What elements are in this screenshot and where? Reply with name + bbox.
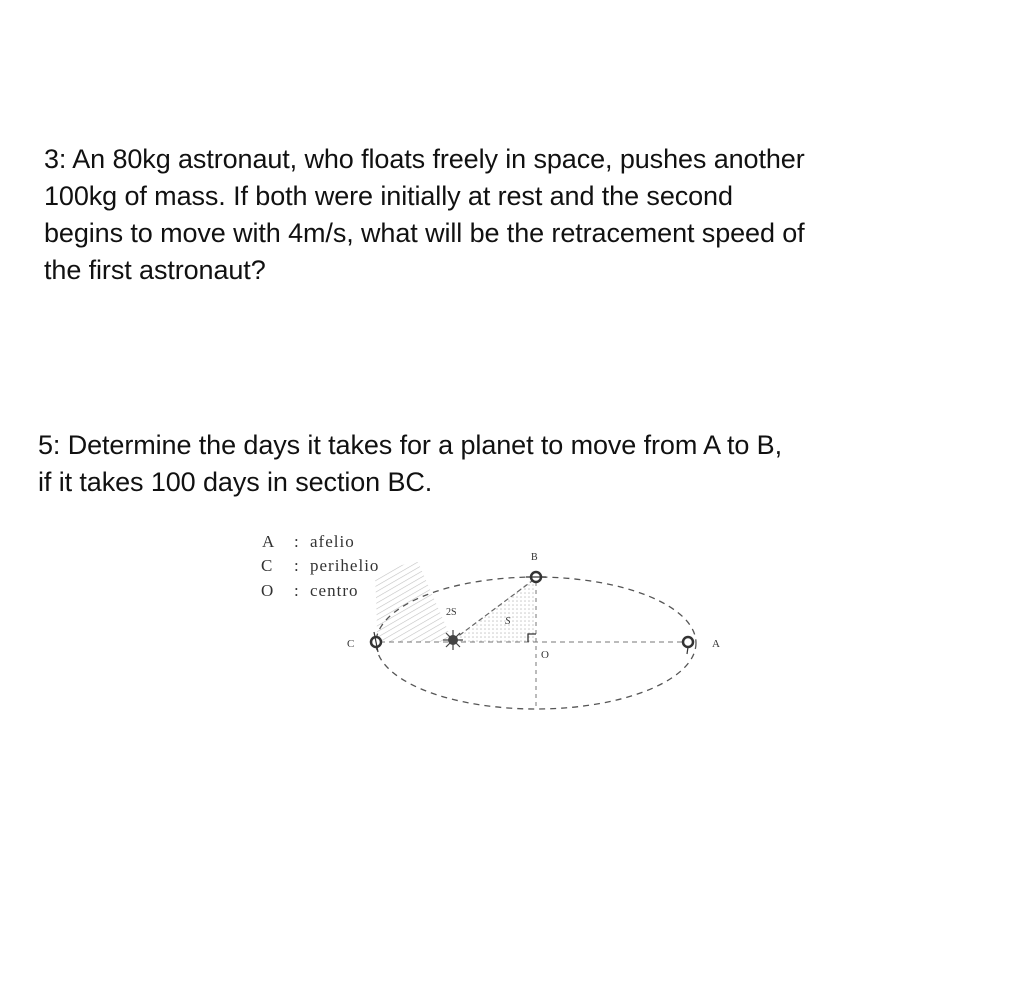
legend-text-o: centro — [310, 581, 359, 600]
problem-3-line-3: begins to move with 4m/s, what will be the retracement speed of — [44, 218, 805, 248]
legend-sep-o: : — [294, 581, 299, 600]
legend — [261, 532, 379, 600]
planet-a — [683, 637, 693, 654]
sun-icon — [443, 630, 463, 650]
label-b: B — [531, 552, 538, 563]
problem-3-text — [44, 141, 974, 289]
orbit-diagram — [240, 520, 760, 720]
problem-3-line-2: 100kg of mass. If both were initially at rest and the second — [44, 181, 733, 211]
legend-sep-a: : — [294, 532, 299, 551]
legend-key-c: C — [261, 556, 273, 575]
label-o: O — [541, 649, 549, 661]
planet-b — [526, 572, 546, 582]
legend-key-a: A — [262, 532, 275, 551]
problem-5-line-1: 5: Determine the days it takes for a planet to move from A to B, — [38, 430, 782, 460]
problem-3-line-4: the first astronaut? — [44, 255, 266, 285]
label-s: S — [505, 615, 511, 627]
problem-3-line-1: 3: An 80kg astronaut, who floats freely in space, pushes another — [44, 144, 805, 174]
legend-key-o: O — [261, 581, 274, 600]
label-c: C — [347, 638, 355, 650]
legend-text-a: afelio — [310, 532, 355, 551]
legend-sep-c: : — [294, 556, 299, 575]
legend-text-c: perihelio — [310, 556, 380, 575]
problem-5-text — [38, 427, 968, 501]
swept-area-2s — [375, 562, 453, 642]
problem-5-line-2: if it takes 100 days in section BC. — [38, 467, 433, 497]
orbit-figure — [240, 520, 760, 720]
label-2s: 2S — [446, 607, 457, 618]
label-a: A — [712, 638, 720, 650]
